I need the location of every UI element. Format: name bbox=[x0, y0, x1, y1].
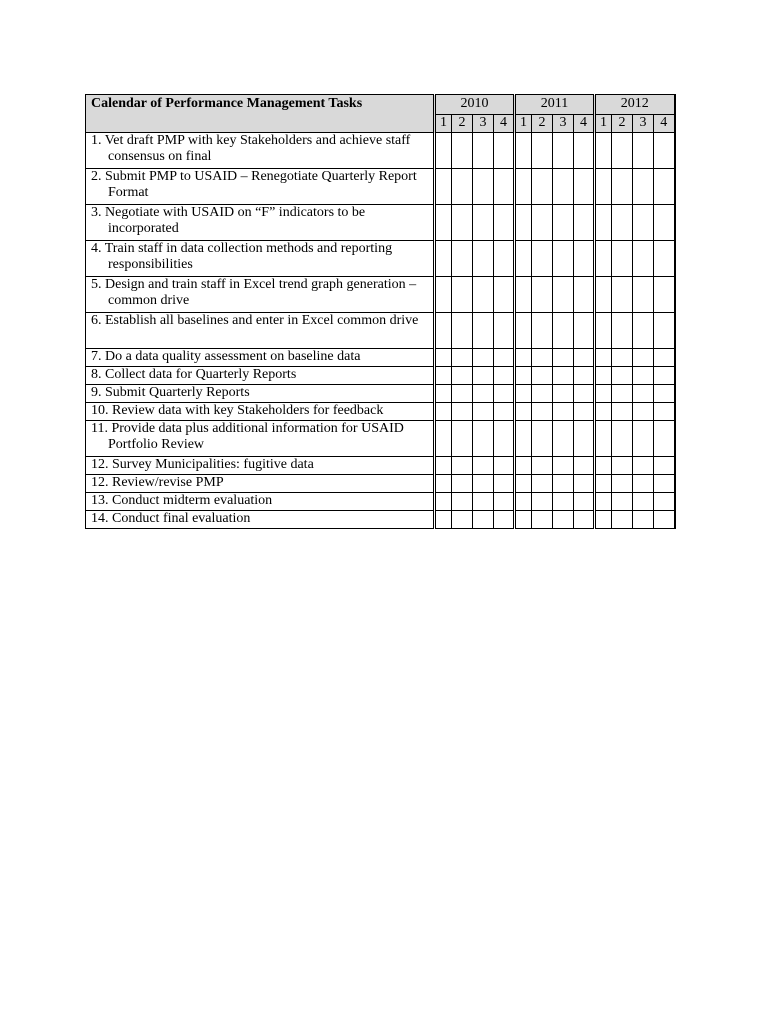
schedule-cell-2012-q1 bbox=[595, 367, 612, 385]
year-header-row bbox=[86, 95, 675, 115]
schedule-cell-2012-q3 bbox=[633, 205, 654, 241]
schedule-cell-2010-q3 bbox=[473, 475, 494, 493]
schedule-cell-2010-q3 bbox=[473, 205, 494, 241]
schedule-cell-2010-q4 bbox=[494, 277, 515, 313]
schedule-cell-2011-q3 bbox=[553, 475, 574, 493]
schedule-cell-2012-q1 bbox=[595, 169, 612, 205]
schedule-cell-2011-q2 bbox=[532, 313, 553, 349]
table-row bbox=[86, 169, 675, 205]
schedule-cell-2012-q1 bbox=[595, 421, 612, 457]
schedule-cell-2011-q1 bbox=[515, 133, 532, 169]
schedule-cell-2012-q3 bbox=[633, 421, 654, 457]
schedule-cell-2011-q2 bbox=[532, 385, 553, 403]
schedule-cell-2012-q2 bbox=[612, 133, 633, 169]
schedule-cell-2010-q3 bbox=[473, 367, 494, 385]
schedule-cell-2010-q1 bbox=[435, 403, 452, 421]
schedule-cell-2010-q4 bbox=[494, 349, 515, 367]
schedule-cell-2012-q3 bbox=[633, 367, 654, 385]
schedule-cell-2011-q4 bbox=[574, 169, 595, 205]
schedule-cell-2011-q1 bbox=[515, 403, 532, 421]
schedule-cell-2010-q3 bbox=[473, 349, 494, 367]
schedule-cell-2012-q1 bbox=[595, 133, 612, 169]
schedule-cell-2011-q4 bbox=[574, 367, 595, 385]
quarter-header-2011-q2: 2 bbox=[532, 115, 553, 133]
schedule-cell-2011-q1 bbox=[515, 277, 532, 313]
schedule-cell-2011-q3 bbox=[553, 241, 574, 277]
task-label-cell bbox=[86, 511, 435, 529]
schedule-cell-2011-q1 bbox=[515, 511, 532, 529]
schedule-cell-2011-q4 bbox=[574, 241, 595, 277]
schedule-cell-2010-q2 bbox=[452, 241, 473, 277]
quarter-header-2011-q4: 4 bbox=[574, 115, 595, 133]
schedule-cell-2012-q1 bbox=[595, 385, 612, 403]
schedule-cell-2012-q1 bbox=[595, 493, 612, 511]
schedule-cell-2012-q2 bbox=[612, 367, 633, 385]
table-row bbox=[86, 475, 675, 493]
schedule-cell-2012-q2 bbox=[612, 349, 633, 367]
schedule-cell-2011-q1 bbox=[515, 169, 532, 205]
schedule-cell-2010-q4 bbox=[494, 421, 515, 457]
quarter-header-2010-q1: 1 bbox=[435, 115, 452, 133]
schedule-cell-2011-q2 bbox=[532, 277, 553, 313]
schedule-cell-2011-q4 bbox=[574, 511, 595, 529]
schedule-cell-2010-q2 bbox=[452, 313, 473, 349]
schedule-cell-2012-q3 bbox=[633, 475, 654, 493]
schedule-cell-2010-q1 bbox=[435, 133, 452, 169]
schedule-cell-2012-q2 bbox=[612, 169, 633, 205]
table-row bbox=[86, 457, 675, 475]
task-list bbox=[86, 133, 675, 529]
task-label-cell bbox=[86, 169, 435, 205]
schedule-cell-2012-q3 bbox=[633, 511, 654, 529]
schedule-cell-2010-q2 bbox=[452, 385, 473, 403]
schedule-cell-2010-q2 bbox=[452, 511, 473, 529]
quarter-header-2012-q2: 2 bbox=[612, 115, 633, 133]
schedule-cell-2010-q2 bbox=[452, 493, 473, 511]
schedule-cell-2011-q3 bbox=[553, 313, 574, 349]
task-label-cell bbox=[86, 313, 435, 349]
schedule-cell-2010-q4 bbox=[494, 403, 515, 421]
schedule-cell-2012-q3 bbox=[633, 493, 654, 511]
schedule-cell-2010-q3 bbox=[473, 493, 494, 511]
schedule-cell-2010-q2 bbox=[452, 421, 473, 457]
year-header-2010: 2010 bbox=[435, 95, 515, 115]
schedule-cell-2010-q1 bbox=[435, 385, 452, 403]
schedule-cell-2011-q4 bbox=[574, 205, 595, 241]
schedule-cell-2012-q2 bbox=[612, 403, 633, 421]
schedule-cell-2010-q1 bbox=[435, 457, 452, 475]
schedule-cell-2011-q1 bbox=[515, 241, 532, 277]
schedule-cell-2012-q4 bbox=[654, 403, 675, 421]
schedule-cell-2012-q1 bbox=[595, 511, 612, 529]
table-title: Calendar of Performance Management Tasks bbox=[86, 95, 435, 133]
schedule-cell-2010-q2 bbox=[452, 367, 473, 385]
schedule-cell-2011-q3 bbox=[553, 457, 574, 475]
schedule-cell-2011-q4 bbox=[574, 349, 595, 367]
schedule-cell-2010-q4 bbox=[494, 313, 515, 349]
schedule-cell-2010-q1 bbox=[435, 367, 452, 385]
schedule-cell-2011-q3 bbox=[553, 169, 574, 205]
schedule-cell-2012-q1 bbox=[595, 403, 612, 421]
schedule-cell-2010-q4 bbox=[494, 511, 515, 529]
schedule-cell-2012-q1 bbox=[595, 277, 612, 313]
schedule-cell-2010-q2 bbox=[452, 133, 473, 169]
schedule-cell-2011-q2 bbox=[532, 493, 553, 511]
task-label: 12. Survey Municipalities: fugitive data bbox=[91, 457, 314, 472]
table-row bbox=[86, 205, 675, 241]
schedule-cell-2011-q1 bbox=[515, 205, 532, 241]
schedule-cell-2010-q2 bbox=[452, 277, 473, 313]
schedule-cell-2012-q2 bbox=[612, 511, 633, 529]
schedule-cell-2012-q2 bbox=[612, 493, 633, 511]
schedule-cell-2012-q3 bbox=[633, 313, 654, 349]
task-label: 7. Do a data quality assessment on baseline data bbox=[91, 349, 361, 364]
schedule-cell-2012-q1 bbox=[595, 205, 612, 241]
schedule-cell-2010-q2 bbox=[452, 349, 473, 367]
schedule-cell-2010-q1 bbox=[435, 493, 452, 511]
schedule-cell-2012-q2 bbox=[612, 457, 633, 475]
schedule-cell-2011-q2 bbox=[532, 367, 553, 385]
schedule-cell-2010-q3 bbox=[473, 241, 494, 277]
schedule-cell-2010-q3 bbox=[473, 133, 494, 169]
schedule-cell-2011-q1 bbox=[515, 457, 532, 475]
quarter-header-2012-q4: 4 bbox=[654, 115, 675, 133]
schedule-cell-2011-q3 bbox=[553, 511, 574, 529]
quarter-header-2010-q4: 4 bbox=[494, 115, 515, 133]
schedule-cell-2011-q4 bbox=[574, 277, 595, 313]
table-row bbox=[86, 385, 675, 403]
task-label-cell bbox=[86, 205, 435, 241]
task-label: 9. Submit Quarterly Reports bbox=[91, 385, 250, 400]
schedule-cell-2010-q3 bbox=[473, 385, 494, 403]
schedule-cell-2010-q2 bbox=[452, 475, 473, 493]
schedule-cell-2011-q1 bbox=[515, 493, 532, 511]
schedule-cell-2011-q1 bbox=[515, 475, 532, 493]
schedule-cell-2012-q2 bbox=[612, 475, 633, 493]
quarter-header-2011-q3: 3 bbox=[553, 115, 574, 133]
schedule-cell-2012-q4 bbox=[654, 511, 675, 529]
task-label-cell bbox=[86, 457, 435, 475]
schedule-cell-2012-q4 bbox=[654, 349, 675, 367]
schedule-cell-2012-q3 bbox=[633, 241, 654, 277]
schedule-cell-2011-q2 bbox=[532, 241, 553, 277]
schedule-cell-2010-q4 bbox=[494, 493, 515, 511]
schedule-cell-2012-q3 bbox=[633, 457, 654, 475]
schedule-cell-2011-q3 bbox=[553, 367, 574, 385]
schedule-cell-2011-q2 bbox=[532, 349, 553, 367]
schedule-cell-2012-q4 bbox=[654, 367, 675, 385]
task-label-cell bbox=[86, 349, 435, 367]
schedule-cell-2010-q3 bbox=[473, 169, 494, 205]
schedule-cell-2010-q4 bbox=[494, 457, 515, 475]
schedule-cell-2010-q1 bbox=[435, 313, 452, 349]
schedule-cell-2012-q2 bbox=[612, 205, 633, 241]
task-label: 14. Conduct final evaluation bbox=[91, 511, 251, 526]
schedule-cell-2010-q4 bbox=[494, 367, 515, 385]
task-label-cell bbox=[86, 385, 435, 403]
schedule-cell-2011-q2 bbox=[532, 205, 553, 241]
task-label: 1. Vet draft PMP with key Stakeholders and achieve staff consensus on final bbox=[91, 133, 411, 164]
quarter-header-2012-q3: 3 bbox=[633, 115, 654, 133]
table-row bbox=[86, 367, 675, 385]
schedule-cell-2012-q3 bbox=[633, 403, 654, 421]
year-header-2011: 2011 bbox=[515, 95, 595, 115]
table-row bbox=[86, 349, 675, 367]
schedule-cell-2011-q4 bbox=[574, 385, 595, 403]
schedule-cell-2011-q2 bbox=[532, 421, 553, 457]
schedule-cell-2012-q4 bbox=[654, 475, 675, 493]
task-label: 4. Train staff in data collection methods and reporting responsibilities bbox=[91, 241, 393, 272]
task-label: 8. Collect data for Quarterly Reports bbox=[91, 367, 297, 382]
schedule-cell-2011-q3 bbox=[553, 205, 574, 241]
schedule-cell-2012-q4 bbox=[654, 313, 675, 349]
schedule-cell-2010-q1 bbox=[435, 421, 452, 457]
schedule-cell-2011-q1 bbox=[515, 367, 532, 385]
quarter-header-2012-q1: 1 bbox=[595, 115, 612, 133]
table-row bbox=[86, 241, 675, 277]
schedule-cell-2010-q2 bbox=[452, 403, 473, 421]
schedule-cell-2011-q3 bbox=[553, 421, 574, 457]
schedule-cell-2012-q2 bbox=[612, 385, 633, 403]
task-label-cell bbox=[86, 367, 435, 385]
task-label: 3. Negotiate with USAID on “F” indicators to be incorporated bbox=[91, 205, 366, 236]
task-label-cell bbox=[86, 241, 435, 277]
schedule-cell-2010-q2 bbox=[452, 169, 473, 205]
task-label: 10. Review data with key Stakeholders for feedback bbox=[91, 403, 384, 418]
schedule-cell-2011-q4 bbox=[574, 475, 595, 493]
schedule-cell-2012-q4 bbox=[654, 385, 675, 403]
schedule-cell-2012-q4 bbox=[654, 169, 675, 205]
task-label: 5. Design and train staff in Excel trend graph generation – common drive bbox=[91, 277, 417, 308]
quarter-header-2010-q2: 2 bbox=[452, 115, 473, 133]
schedule-cell-2012-q2 bbox=[612, 241, 633, 277]
table-row bbox=[86, 421, 675, 457]
task-label-cell bbox=[86, 421, 435, 457]
schedule-cell-2010-q1 bbox=[435, 241, 452, 277]
schedule-cell-2012-q4 bbox=[654, 277, 675, 313]
schedule-cell-2012-q3 bbox=[633, 385, 654, 403]
schedule-cell-2010-q3 bbox=[473, 457, 494, 475]
schedule-cell-2010-q1 bbox=[435, 169, 452, 205]
table-row bbox=[86, 133, 675, 169]
task-label-cell bbox=[86, 493, 435, 511]
schedule-cell-2011-q3 bbox=[553, 385, 574, 403]
schedule-cell-2010-q2 bbox=[452, 457, 473, 475]
schedule-cell-2011-q3 bbox=[553, 493, 574, 511]
table-row bbox=[86, 403, 675, 421]
schedule-cell-2011-q3 bbox=[553, 403, 574, 421]
task-label: 6. Establish all baselines and enter in Excel common drive bbox=[91, 313, 419, 328]
schedule-cell-2011-q2 bbox=[532, 475, 553, 493]
schedule-cell-2010-q4 bbox=[494, 205, 515, 241]
schedule-cell-2010-q3 bbox=[473, 511, 494, 529]
schedule-cell-2010-q3 bbox=[473, 403, 494, 421]
table-row bbox=[86, 277, 675, 313]
quarter-header-2011-q1: 1 bbox=[515, 115, 532, 133]
schedule-cell-2011-q1 bbox=[515, 313, 532, 349]
schedule-cell-2011-q3 bbox=[553, 133, 574, 169]
schedule-cell-2012-q1 bbox=[595, 349, 612, 367]
task-label-cell bbox=[86, 403, 435, 421]
schedule-cell-2012-q1 bbox=[595, 457, 612, 475]
schedule-cell-2010-q3 bbox=[473, 421, 494, 457]
schedule-cell-2011-q2 bbox=[532, 457, 553, 475]
schedule-cell-2012-q2 bbox=[612, 277, 633, 313]
schedule-cell-2010-q4 bbox=[494, 385, 515, 403]
schedule-cell-2011-q4 bbox=[574, 493, 595, 511]
task-label: 11. Provide data plus additional information for USAID Portfolio Review bbox=[91, 421, 404, 452]
schedule-cell-2011-q2 bbox=[532, 511, 553, 529]
table-row bbox=[86, 313, 675, 349]
schedule-cell-2011-q1 bbox=[515, 385, 532, 403]
schedule-cell-2010-q3 bbox=[473, 277, 494, 313]
schedule-cell-2010-q1 bbox=[435, 277, 452, 313]
schedule-cell-2012-q4 bbox=[654, 205, 675, 241]
schedule-cell-2010-q1 bbox=[435, 475, 452, 493]
schedule-cell-2012-q1 bbox=[595, 241, 612, 277]
schedule-cell-2011-q3 bbox=[553, 349, 574, 367]
task-label-cell bbox=[86, 277, 435, 313]
schedule-cell-2011-q2 bbox=[532, 403, 553, 421]
schedule-cell-2012-q3 bbox=[633, 133, 654, 169]
task-label: 13. Conduct midterm evaluation bbox=[91, 493, 273, 508]
task-label-cell bbox=[86, 475, 435, 493]
schedule-cell-2010-q3 bbox=[473, 313, 494, 349]
schedule-cell-2010-q1 bbox=[435, 205, 452, 241]
schedule-cell-2012-q4 bbox=[654, 493, 675, 511]
schedule-cell-2011-q2 bbox=[532, 133, 553, 169]
table-row bbox=[86, 493, 675, 511]
schedule-cell-2011-q4 bbox=[574, 313, 595, 349]
schedule-cell-2012-q4 bbox=[654, 421, 675, 457]
schedule-cell-2011-q4 bbox=[574, 421, 595, 457]
schedule-cell-2011-q3 bbox=[553, 277, 574, 313]
schedule-cell-2010-q1 bbox=[435, 511, 452, 529]
schedule-cell-2012-q4 bbox=[654, 457, 675, 475]
quarter-header-2010-q3: 3 bbox=[473, 115, 494, 133]
schedule-cell-2012-q3 bbox=[633, 277, 654, 313]
schedule-cell-2010-q4 bbox=[494, 241, 515, 277]
table-row bbox=[86, 511, 675, 529]
schedule-cell-2010-q4 bbox=[494, 133, 515, 169]
year-header-2012: 2012 bbox=[595, 95, 675, 115]
schedule-cell-2011-q4 bbox=[574, 133, 595, 169]
schedule-cell-2010-q2 bbox=[452, 205, 473, 241]
schedule-cell-2011-q4 bbox=[574, 457, 595, 475]
schedule-cell-2012-q3 bbox=[633, 349, 654, 367]
schedule-cell-2011-q1 bbox=[515, 349, 532, 367]
schedule-cell-2011-q2 bbox=[532, 169, 553, 205]
schedule-cell-2010-q4 bbox=[494, 169, 515, 205]
task-label: 12. Review/revise PMP bbox=[91, 475, 224, 490]
schedule-cell-2012-q4 bbox=[654, 133, 675, 169]
performance-calendar-table bbox=[85, 94, 676, 529]
schedule-cell-2011-q4 bbox=[574, 403, 595, 421]
schedule-cell-2012-q1 bbox=[595, 475, 612, 493]
schedule-cell-2011-q1 bbox=[515, 421, 532, 457]
schedule-cell-2012-q3 bbox=[633, 169, 654, 205]
schedule-cell-2012-q1 bbox=[595, 313, 612, 349]
schedule-cell-2012-q2 bbox=[612, 313, 633, 349]
task-label: 2. Submit PMP to USAID – Renegotiate Quarterly Report Format bbox=[91, 169, 417, 200]
schedule-cell-2012-q4 bbox=[654, 241, 675, 277]
task-label-cell bbox=[86, 133, 435, 169]
schedule-cell-2010-q4 bbox=[494, 475, 515, 493]
schedule-cell-2012-q2 bbox=[612, 421, 633, 457]
schedule-cell-2010-q1 bbox=[435, 349, 452, 367]
